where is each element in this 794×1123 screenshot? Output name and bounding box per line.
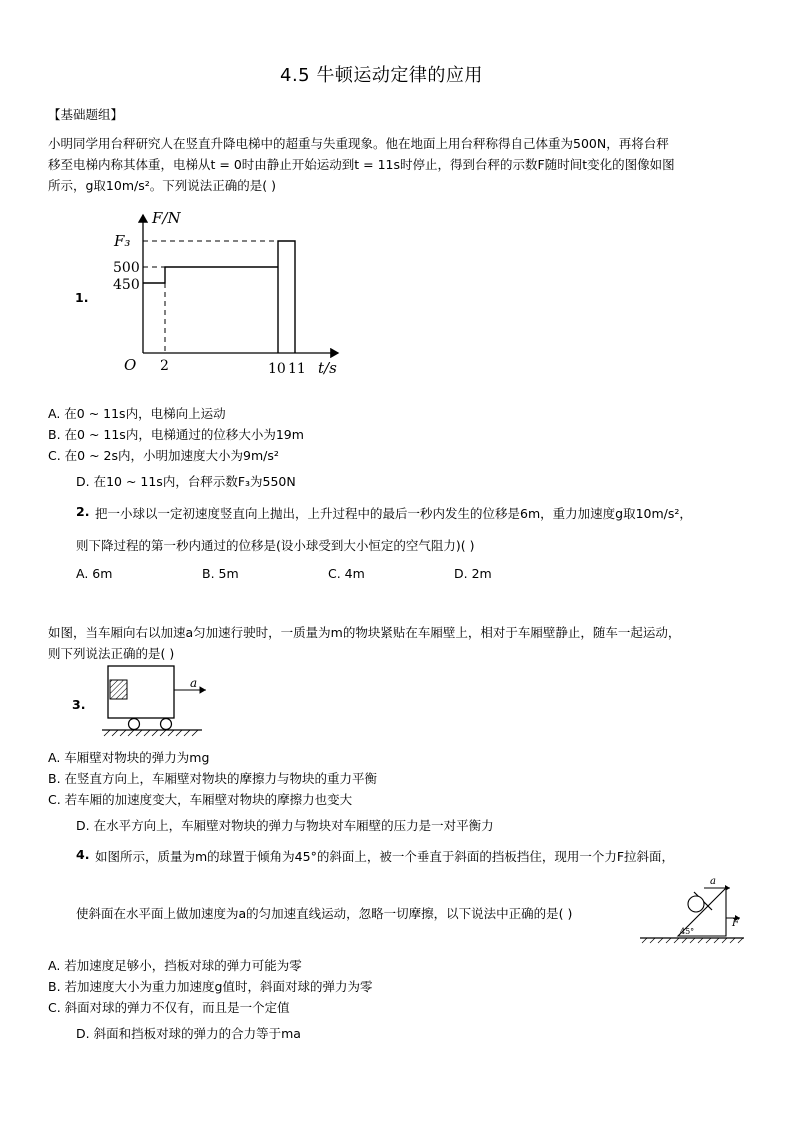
q1-option-a: A. 在0 ~ 11s内，电梯向上运动 — [48, 406, 226, 421]
q1-option-d: D. 在10 ~ 11s内，台秤示数F₃为550N — [76, 474, 296, 489]
x-tick-10: 10 — [268, 361, 286, 377]
y-tick-450: 450 — [113, 277, 140, 293]
section-heading: 【基础题组】 — [48, 107, 124, 122]
q4-number: 4. — [76, 847, 90, 862]
q2-stem-line-1: 把一小球以一定初速度竖直向上抛出，上升过程中的最后一秒内发生的位移是6m，重力加速度g取10m/s²， — [95, 506, 692, 521]
q1-stem-line-1: 小明同学用台秤研究人在竖直升降电梯中的超重与失重现象。他在地面上用台秤称得自己体重为500N，再将台秤 — [48, 136, 669, 151]
q2-option-b: B. 5m — [202, 566, 239, 581]
q3-cart-figure — [98, 660, 213, 740]
q1-option-c: C. 在0 ~ 2s内，小明加速度大小为9m/s² — [48, 448, 279, 463]
y-axis-label: F/N — [152, 209, 181, 227]
q4-incline-figure — [638, 874, 748, 944]
q2-option-c: C. 4m — [328, 566, 365, 581]
q1-option-b: B. 在0 ~ 11s内，电梯通过的位移大小为19m — [48, 427, 304, 442]
q2-option-d: D. 2m — [454, 566, 492, 581]
angle-label: 45° — [680, 927, 695, 936]
x-axis-label: t/s — [318, 359, 337, 377]
q4-option-a: A. 若加速度足够小，挡板对球的弹力可能为零 — [48, 958, 302, 973]
q3-stem-line-1: 如图，当车厢向右以加速a匀加速行驶时，一质量为m的物块紧贴在车厢壁上，相对于车厢壁静止，随车一起运动， — [48, 625, 681, 640]
y-tick-500: 500 — [113, 260, 140, 276]
q4-stem-line-1: 如图所示，质量为m的球置于倾角为45°的斜面上，被一个垂直于斜面的挡板挡住，现用一个力F拉斜面， — [95, 849, 675, 864]
q2-option-a: A. 6m — [76, 566, 113, 581]
ball — [688, 896, 704, 912]
q2-number: 2. — [76, 504, 90, 519]
q1-force-time-graph — [110, 205, 350, 385]
q4-stem-line-2: 使斜面在水平面上做加速度为a的匀加速直线运动，忽略一切摩擦，以下说法中正确的是( ) — [76, 906, 573, 921]
force-curve-end — [278, 241, 295, 353]
x-tick-11: 11 — [288, 361, 306, 377]
q3-option-b: B. 在竖直方向上，车厢壁对物块的摩擦力与物块的重力平衡 — [48, 771, 378, 786]
q3-option-c: C. 若车厢的加速度变大，车厢壁对物块的摩擦力也变大 — [48, 792, 353, 807]
page-title: 4.5 牛顿运动定律的应用 — [280, 65, 483, 86]
q3-option-a: A. 车厢壁对物块的弹力为mg — [48, 750, 210, 765]
q3-option-d: D. 在水平方向上，车厢壁对物块的弹力与物块对车厢壁的压力是一对平衡力 — [76, 818, 494, 833]
cart-wheel-right — [161, 719, 172, 730]
q4-option-d: D. 斜面和挡板对球的弹力的合力等于ma — [76, 1026, 301, 1041]
block — [110, 680, 127, 699]
q4-option-c: C. 斜面对球的弹力不仅有，而且是一个定值 — [48, 1000, 290, 1015]
y-tick-f3: F₃ — [114, 232, 131, 250]
q1-stem-line-3: 所示，g取10m/s²。下列说法正确的是( ) — [48, 178, 276, 193]
q4-acceleration-label: a — [710, 876, 716, 887]
q3-stem-line-2: 则下列说法正确的是( ) — [48, 646, 175, 661]
q2-stem-line-2: 则下降过程的第一秒内通过的位移是(设小球受到大小恒定的空气阻力)( ) — [76, 538, 475, 553]
force-label: F — [732, 918, 739, 929]
x-tick-2: 2 — [160, 358, 169, 374]
q1-stem-line-2: 移至电梯内称其体重，电梯从t = 0时由静止开始运动到t = 11s时停止，得到台秤的示数F随时间t变化的图像如图 — [48, 157, 675, 172]
origin-label: O — [124, 356, 137, 374]
force-curve — [143, 267, 278, 283]
q1-number: 1. — [75, 290, 89, 305]
acceleration-label: a — [190, 676, 198, 690]
q4-option-b: B. 若加速度大小为重力加速度g值时，斜面对球的弹力为零 — [48, 979, 373, 994]
q3-number: 3. — [72, 697, 86, 712]
cart-wheel-left — [129, 719, 140, 730]
